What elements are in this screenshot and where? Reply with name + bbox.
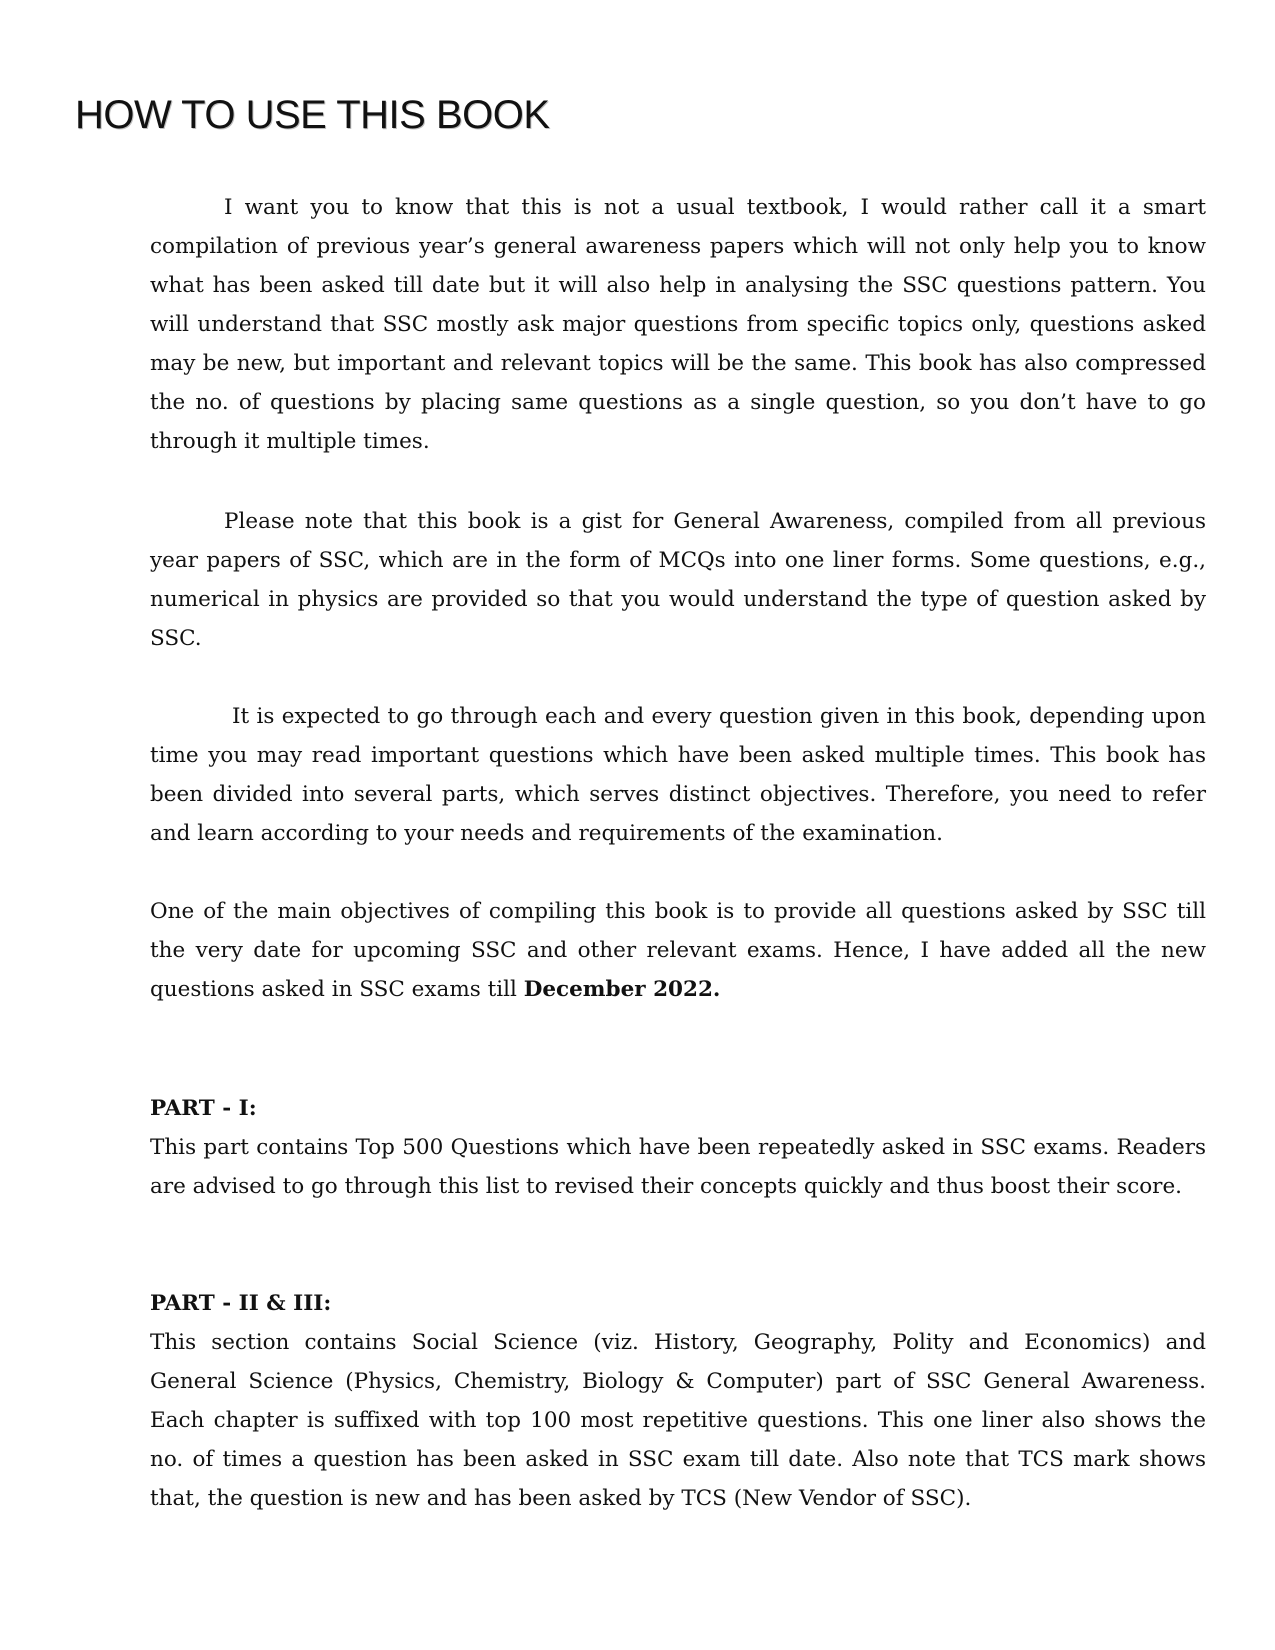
intro-paragraph: I want you to know that this is not a usual textbook, I would rather call it a smart compilation of previous year’s general awareness papers which will not only help you to know what has been asked till date but it will also help in analysing the SSC questions pattern. You will understand that SSC mostly ask major questions from specific topics only, questions asked may be new, but important and relevant topics will be the same. This book has also compressed the no. of questions by placing same questions as a single question, so you don’t have to go through it multiple times. bbox=[150, 195, 1206, 454]
objective-text: One of the main objectives of compiling this book is to provide all questions asked by SSC till the very date for upcoming SSC and other relevant exams. Hence, I have added all the new questions asked in SSC exams till bbox=[150, 899, 1206, 1002]
usage-paragraph: It is expected to go through each and every question given in this book, depending upon time you may read important questions which have been asked multiple times. This book has been divided into several parts, which serves distinct objectives. Therefore, you need to refer and learn according to your needs and requirements of the examination. bbox=[150, 704, 1206, 846]
gist-paragraph: Please note that this book is a gist for General Awareness, compiled from all previous year papers of SSC, which are in the form of MCQs into one liner forms. Some questions, e.g., numerical in physics are provided so that you would understand the type of question asked by SSC. bbox=[150, 509, 1206, 651]
page-title: HOW TO USE THIS BOOK bbox=[75, 93, 550, 137]
objective-paragraph bbox=[150, 892, 1206, 1009]
part-2-3-heading: PART - II & III: bbox=[150, 1291, 332, 1316]
part-1-description: This part contains Top 500 Questions which have been repeatedly asked in SSC exams. Readers are advised to go through this list to revised their concepts quickly and thus boost their score. bbox=[150, 1135, 1206, 1199]
part-2-3-description: This section contains Social Science (viz. History, Geography, Polity and Economics) and General Science (Physics, Chemistry, Biology & Computer) part of SSC General Awareness. Each chapter is suffixed with top 100 most repetitive questions. This one liner also shows the no. of times a question has been asked in SSC exam till date. Also note that TCS mark shows that, the question is new and has been asked by TCS (New Vendor of SSC). bbox=[150, 1330, 1206, 1511]
part-1-heading: PART - I: bbox=[150, 1096, 257, 1121]
objective-date: December 2022. bbox=[523, 977, 721, 1002]
